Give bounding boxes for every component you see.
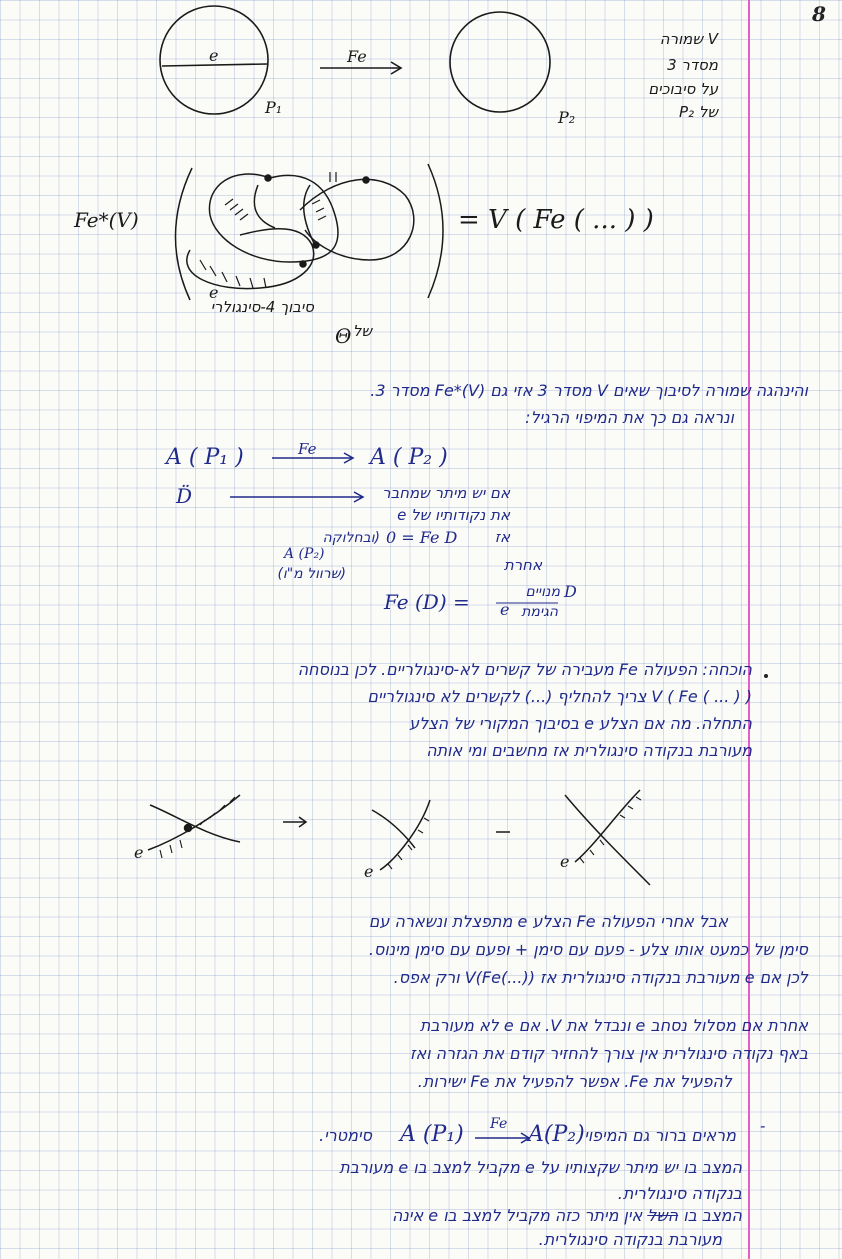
bullet-proof	[764, 674, 768, 678]
mapping-under2: (שרוול מ"ו)	[277, 566, 346, 582]
proof-line-4: מעורבת בנקודה סינגולרית אז מחשבים ומי אותה	[426, 741, 752, 760]
para4-post: סימטרי.	[319, 1126, 372, 1145]
margin-note-2: מסדר 3	[667, 56, 718, 74]
crossing-1-a	[150, 805, 240, 842]
para2-line-3: לכן אם e מעורבת בנקודה סינגולרית אז V(Fe(...)) ורק אפס.	[393, 968, 808, 987]
mapping-note3-left: אז	[494, 528, 510, 546]
mapping-note3-right: (ובחלוקה	[322, 530, 380, 546]
para4-pre: מראים ברור גם המיפוי	[584, 1126, 736, 1145]
mapping-note1: אם יש מיתר שמחבר	[382, 484, 510, 502]
left-paren	[175, 168, 192, 300]
singular-point-4	[300, 261, 306, 267]
p2-label: P₂	[558, 108, 576, 127]
crossing-1-e: e	[134, 843, 144, 862]
knot-edge-label: e	[209, 283, 219, 302]
para5-line3-strike: השל	[647, 1206, 679, 1225]
para5-line3-post: אין מיתר כזה מקביל למצב בו e אינה	[392, 1206, 643, 1225]
margin-note-4: של P₂	[679, 103, 718, 121]
para4-dash: -	[760, 1116, 766, 1135]
knot-lhs: Fe*(V)	[74, 208, 139, 232]
mapping-d: D̈	[176, 484, 193, 508]
mapping-note3-eq: 0 = Fe D	[386, 528, 458, 547]
proof-line-1: הוכחה: הפעולה Fe מעבירה של קשרים לא-סינגולריים. לכן בנוסחה	[297, 660, 752, 679]
para5-line-4: מעורבת בנקודה סינגולרית.	[538, 1230, 722, 1249]
para4-fe: Fe	[490, 1116, 508, 1132]
proof-line-2: V ( Fe ( ... ) ) צריך להחליף (...) לקשרים לא סינגולריים	[367, 687, 752, 706]
knot-diagram	[175, 164, 443, 300]
mapping-frac-top: מנויים	[525, 584, 560, 600]
para5-line-1: המצב בו יש מיתר שקצותיו על e מקביל למצב בו e מעורבת	[339, 1158, 742, 1177]
mapping-frac-e: e	[500, 600, 510, 619]
section3-line2: ונראה גם כך את המיפוי הרגיל:	[525, 408, 734, 427]
knot-theta: Θ	[335, 324, 352, 348]
hatch-1	[225, 199, 248, 220]
mapping-a-p2: A ( P₂ )	[370, 445, 448, 470]
para5-line-3	[392, 1206, 742, 1225]
circle-p2	[450, 12, 550, 112]
circle-edge-label: e	[209, 46, 219, 65]
crossing-3-e: e	[560, 852, 570, 871]
crossing-diagrams	[148, 790, 650, 885]
para5-line-2: בנקודה סינגולרית.	[617, 1184, 742, 1203]
crossing-2-a	[380, 800, 430, 870]
mapping-frac-bottom: הגימת	[521, 604, 558, 620]
proof-line-3: התחלה. מה אם הצלע e בסיבוך המקורי של הצלע	[409, 714, 752, 733]
p1-label: P₁	[265, 98, 283, 117]
mapping-note2: את נקודותיו של e	[397, 506, 510, 524]
knot-inner	[254, 185, 275, 228]
mapping-fe-d: Fe (D) =	[384, 590, 470, 614]
para3-line-3: להפעיל את Fe. אפשר להפעיל את Fe ישירות.	[417, 1072, 732, 1091]
page-number: 8	[812, 2, 826, 26]
para2-line-1: אבל אחרי הפעולה Fe הצלע e מתפצלת ונשארה עם	[368, 912, 728, 931]
singular-point-1	[265, 175, 271, 181]
right-paren	[428, 164, 443, 298]
para3-line-2: באף נקודה סינגולרית אין צורך להחזיר קודם את הגזרה ואז	[410, 1044, 808, 1063]
singular-point-3	[313, 242, 319, 248]
knot-caption-2: של	[352, 322, 372, 340]
mapping-fe: Fe	[298, 440, 317, 458]
singular-point-2	[363, 177, 369, 183]
mapping-under1: A (P₂)	[284, 546, 325, 562]
crossing-2-e: e	[364, 862, 374, 881]
crossing-1-b	[148, 795, 240, 850]
hatch-3	[312, 200, 326, 220]
para4-a1: A (P₁)	[400, 1122, 464, 1147]
crossing-3-a	[565, 795, 650, 885]
arrow-fe-label: Fe	[347, 47, 367, 66]
crossing-3-b	[575, 790, 640, 862]
para5-line3-pre: המצב בו	[683, 1206, 742, 1225]
para3-line-1: אחרת אם מסלול נסחב e ונבדל את V. אם e לא מעורבת	[419, 1016, 808, 1035]
para2-line-2: סימן של כמעט אותו צלע - פעם עם סימן + ופעם עם סימן מינוס.	[368, 940, 808, 959]
knot-caption-1: סיבוך 4-סינגולרי	[210, 298, 314, 316]
mapping-a-p1: A ( P₁ )	[166, 445, 244, 470]
margin-note-3: על סיבוכים	[648, 80, 718, 98]
knot-loop-1	[209, 174, 338, 262]
mapping-note4: אחרת	[503, 556, 542, 574]
crossing-2-b	[372, 810, 415, 848]
knot-eq: = V ( Fe ( ... ) )	[458, 205, 654, 235]
crossing-3-hatch	[580, 797, 641, 863]
para4-a2: A(P₂)	[528, 1122, 585, 1147]
mapping-frac-d: D	[564, 582, 577, 601]
hatch-4	[330, 172, 336, 182]
crossing-1-point	[185, 825, 192, 832]
section3-line1: והינהגה שמורה לסיבוך שאים V מסדר 3 אזי גם Fe*(V) מסדר 3.	[370, 381, 808, 400]
margin-note-1: V שמורה	[659, 30, 718, 48]
